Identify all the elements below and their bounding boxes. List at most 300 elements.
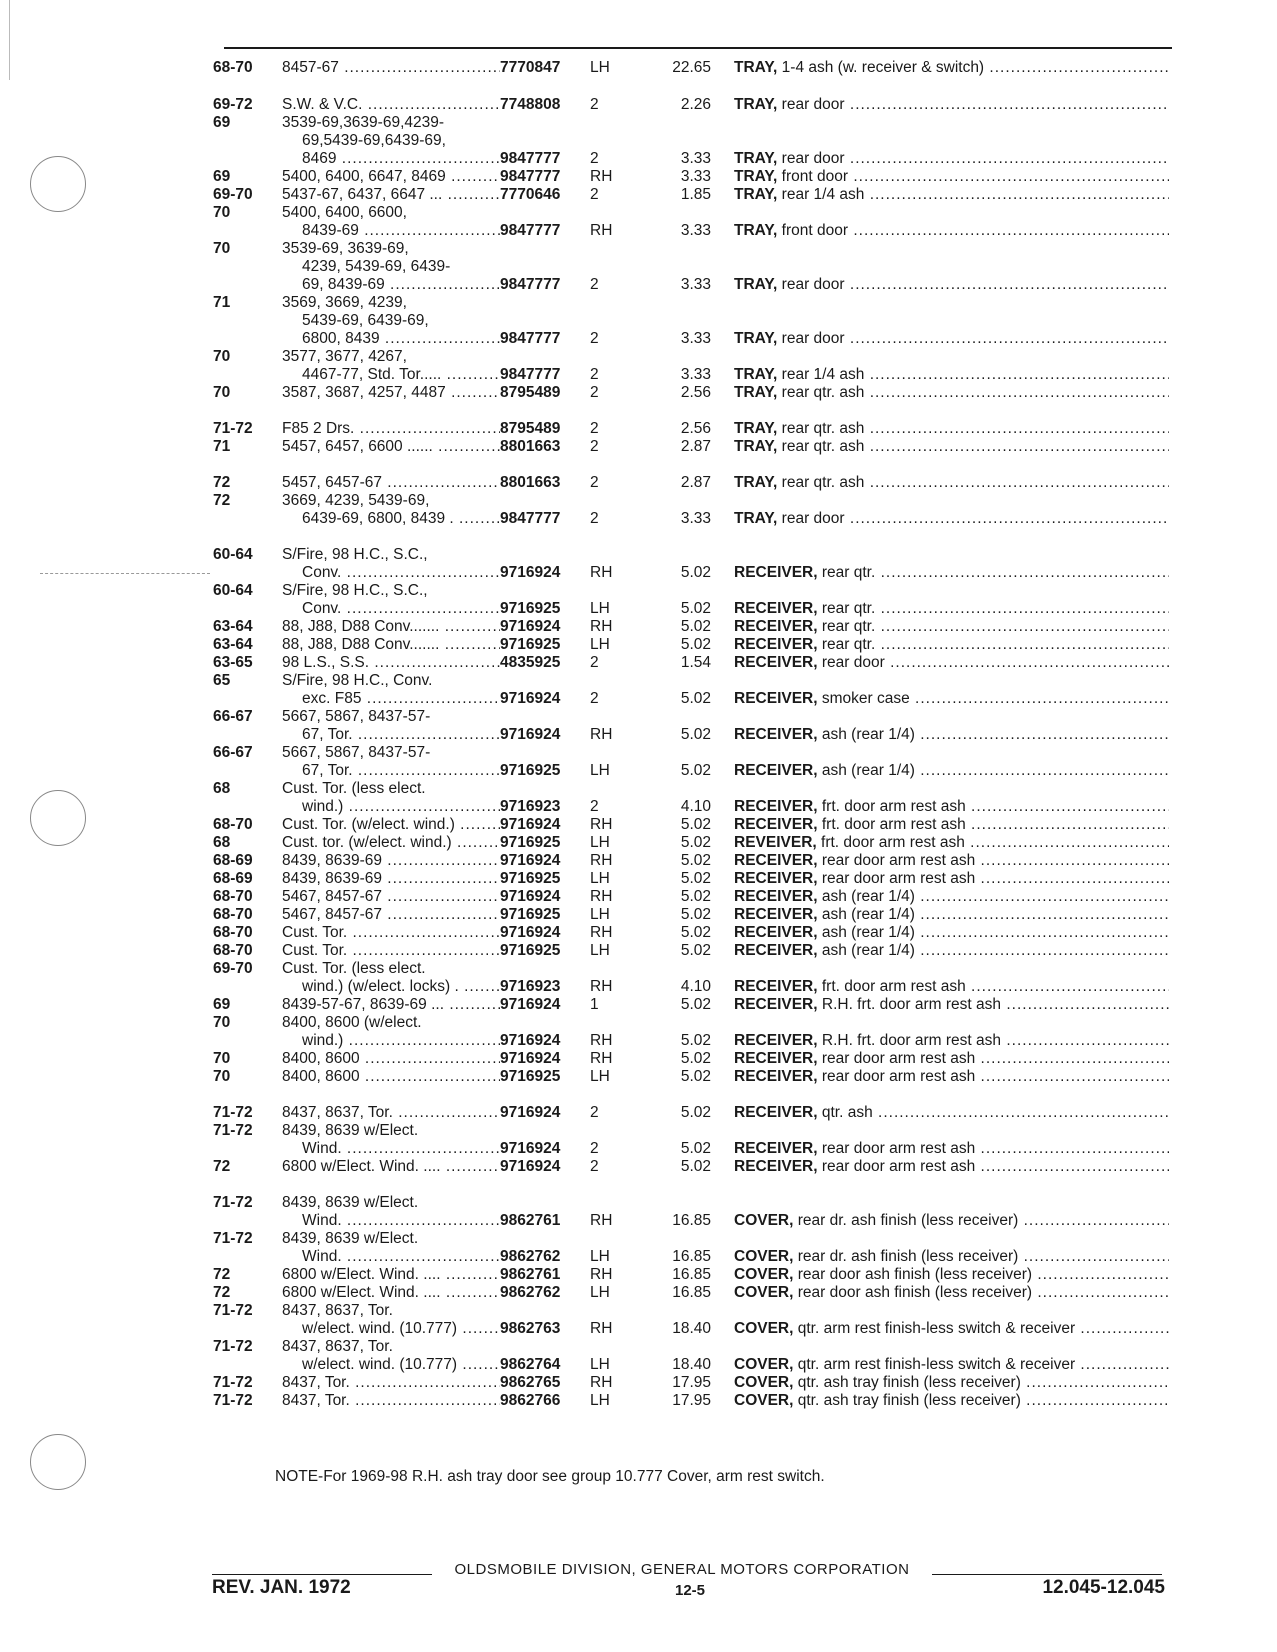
description-name: RECEIVER, (734, 762, 818, 779)
description-detail: rear door (781, 150, 845, 167)
model-codes (282, 383, 500, 402)
model-text: w/elect. wind. (10.777) (302, 1320, 458, 1337)
description-name: COVER, (734, 1212, 794, 1229)
part-number: 8801663 (500, 438, 561, 455)
quantity: 2 (590, 384, 599, 401)
description-name: RECEIVER, (734, 654, 818, 671)
description-name: RECEIVER, (734, 690, 818, 707)
description-detail: rear qtr. (821, 618, 876, 635)
model-text: Cust. Tor. (less elect. (282, 780, 426, 797)
description (734, 1103, 1169, 1122)
description-detail: rear 1/4 ash (781, 186, 865, 203)
description-detail: rear qtr. (821, 600, 876, 617)
description (734, 95, 1169, 114)
model-codes (282, 1355, 500, 1374)
price: 3.33 (680, 222, 711, 239)
description-name: RECEIVER, (734, 564, 818, 581)
model-codes (282, 365, 500, 384)
model-text: 8437, 8637, Tor. (282, 1302, 393, 1319)
model-year: 71-72 (213, 1392, 253, 1409)
description (734, 563, 1169, 582)
description (734, 851, 1169, 870)
part-number: 9716924 (500, 618, 561, 635)
quantity: RH (590, 222, 613, 239)
description (734, 275, 1169, 294)
price: 17.95 (672, 1374, 711, 1391)
description-name: REVEIVER, (734, 834, 817, 851)
model-text: 8457-67 (282, 59, 339, 76)
model-text: 5467, 8457-67 (282, 906, 382, 923)
model-text: 8439, 8639 w/Elect. (282, 1122, 419, 1139)
model-text: 88, J88, D88 Conv....... (282, 636, 440, 653)
model-codes (282, 545, 500, 564)
part-number: 9716924 (500, 924, 561, 941)
price: 5.02 (680, 816, 711, 833)
model-text: 8400, 8600 (282, 1068, 360, 1085)
description-name: RECEIVER, (734, 798, 818, 815)
part-number: 9716924 (500, 1050, 561, 1067)
description-detail: qtr. arm rest finish-less switch & receiver (797, 1320, 1076, 1337)
model-text: S/Fire, 98 H.C., S.C., (282, 546, 428, 563)
quantity: RH (590, 726, 613, 743)
model-text: 6439-69, 6800, 8439 . (302, 510, 454, 527)
description (734, 473, 1169, 492)
description-name: COVER, (734, 1374, 794, 1391)
model-text: 8439, 8639 w/Elect. (282, 1230, 419, 1247)
model-codes (282, 725, 500, 744)
description (734, 923, 1169, 942)
description (734, 419, 1169, 438)
model-text: 3669, 4239, 5439-69, (282, 492, 430, 509)
model-text: 8437, Tor. (282, 1374, 350, 1391)
part-number: 9716924 (500, 1158, 561, 1175)
part-number: 9716925 (500, 942, 561, 959)
description (734, 1049, 1169, 1068)
model-text: 4239, 5439-69, 6439- (302, 258, 451, 275)
model-codes (282, 1283, 500, 1302)
model-year: 68-69 (213, 870, 253, 887)
model-codes (282, 329, 500, 348)
price: 5.02 (680, 1050, 711, 1067)
model-year: 60-64 (213, 546, 253, 563)
model-text: 8400, 8600 (w/elect. (282, 1014, 422, 1031)
model-year: 70 (213, 1050, 231, 1067)
quantity: RH (590, 978, 613, 995)
model-year: 68-70 (213, 942, 253, 959)
model-year: 71-72 (213, 1194, 253, 1211)
description-name: RECEIVER, (734, 906, 818, 923)
price: 5.02 (680, 870, 711, 887)
model-year: 71-72 (213, 1230, 253, 1247)
price: 5.02 (680, 1032, 711, 1049)
model-text: 5457, 6457-67 (282, 474, 382, 491)
model-codes (282, 743, 500, 762)
description-name: RECEIVER, (734, 924, 818, 941)
description-detail: rear dr. ash finish (less receiver) (797, 1248, 1019, 1265)
model-text: Conv. (302, 564, 342, 581)
quantity: RH (590, 816, 613, 833)
model-text: 3577, 3677, 4267, (282, 348, 407, 365)
part-number: 9847777 (500, 366, 561, 383)
part-number: 8795489 (500, 420, 561, 437)
model-text: Cust. Tor. (282, 942, 348, 959)
description-name: TRAY, (734, 384, 778, 401)
model-year: 68 (213, 834, 231, 851)
quantity: LH (590, 942, 610, 959)
description (734, 1157, 1169, 1176)
description-detail: rear door arm rest ash (821, 1140, 976, 1157)
description (734, 221, 1169, 240)
description-name: RECEIVER, (734, 1158, 818, 1175)
model-text: Wind. (302, 1140, 342, 1157)
price: 5.02 (680, 834, 711, 851)
model-codes (282, 1373, 500, 1392)
quantity: LH (590, 1284, 610, 1301)
model-codes (282, 689, 500, 708)
part-number: 8801663 (500, 474, 561, 491)
model-text: 3569, 3669, 4239, (282, 294, 407, 311)
scan-dash (40, 573, 210, 574)
part-number: 9716924 (500, 888, 561, 905)
model-year: 71-72 (213, 1338, 253, 1355)
description-detail: 1-4 ash (w. receiver & switch) (781, 59, 985, 76)
quantity: 2 (590, 96, 599, 113)
description-name: RECEIVER, (734, 600, 818, 617)
description (734, 167, 1169, 186)
quantity: RH (590, 1050, 613, 1067)
model-year: 66-67 (213, 708, 253, 725)
description-detail: ash (rear 1/4) (821, 906, 915, 923)
price: 4.10 (680, 798, 711, 815)
description (734, 1283, 1169, 1302)
quantity: 2 (590, 474, 599, 491)
description-detail: qtr. arm rest finish-less switch & receiver (797, 1356, 1076, 1373)
price: 5.02 (680, 726, 711, 743)
model-codes (282, 311, 500, 330)
model-year: 68-70 (213, 924, 253, 941)
quantity: 2 (590, 150, 599, 167)
model-codes (282, 167, 500, 186)
price: 5.02 (680, 888, 711, 905)
quantity: 2 (590, 690, 599, 707)
price: 16.85 (672, 1266, 711, 1283)
price: 3.33 (680, 510, 711, 527)
model-text: 5400, 6400, 6600, (282, 204, 407, 221)
model-codes (282, 239, 500, 258)
price: 1.85 (680, 186, 711, 203)
part-number: 9716925 (500, 636, 561, 653)
model-codes (282, 779, 500, 798)
model-text: 8439-57-67, 8639-69 ... (282, 996, 445, 1013)
description-detail: rear door arm rest ash (821, 1050, 976, 1067)
description-name: RECEIVER, (734, 996, 818, 1013)
description-detail: front door (781, 222, 849, 239)
model-year: 71-72 (213, 1302, 253, 1319)
model-text: 3587, 3687, 4257, 4487 (282, 384, 446, 401)
model-text: exc. F85 (302, 690, 362, 707)
description-name: RECEIVER, (734, 1068, 818, 1085)
page-edge (9, 0, 10, 80)
model-text: 8439-69 (302, 222, 359, 239)
model-year: 69 (213, 996, 231, 1013)
model-text: S/Fire, 98 H.C., Conv. (282, 672, 433, 689)
part-number: 9716924 (500, 852, 561, 869)
description-name: COVER, (734, 1392, 794, 1409)
description (734, 1067, 1169, 1086)
model-year: 72 (213, 474, 231, 491)
model-year: 66-67 (213, 744, 253, 761)
quantity: 2 (590, 510, 599, 527)
part-number: 9716923 (500, 798, 561, 815)
part-number: 9716925 (500, 834, 561, 851)
price: 5.02 (680, 618, 711, 635)
part-number: 9847777 (500, 168, 561, 185)
model-text: 8400, 8600 (282, 1050, 360, 1067)
description (734, 1265, 1169, 1284)
model-text: S.W. & V.C. (282, 96, 363, 113)
price: 5.02 (680, 1104, 711, 1121)
model-codes (282, 941, 500, 960)
model-codes (282, 563, 500, 582)
part-number: 9716925 (500, 1068, 561, 1085)
model-codes (282, 58, 500, 77)
model-text: 8439, 8639-69 (282, 870, 382, 887)
model-codes (282, 1301, 500, 1320)
model-codes (282, 635, 500, 654)
footer-rule (212, 1574, 432, 1575)
model-year: 70 (213, 204, 231, 221)
quantity: LH (590, 59, 610, 76)
model-year: 69-70 (213, 186, 253, 203)
model-text: 6800 w/Elect. Wind. .... (282, 1266, 441, 1283)
quantity: RH (590, 1266, 613, 1283)
description (734, 1247, 1169, 1266)
model-text: 5400, 6400, 6647, 8469 (282, 168, 446, 185)
description (734, 617, 1169, 636)
model-codes (282, 761, 500, 780)
price: 5.02 (680, 564, 711, 581)
model-year: 69-72 (213, 96, 253, 113)
note: NOTE-For 1969-98 R.H. ash tray door see group 10.777 Cover, arm rest switch. (275, 1468, 825, 1485)
model-year: 63-65 (213, 654, 253, 671)
quantity: 2 (590, 186, 599, 203)
price: 5.02 (680, 924, 711, 941)
description (734, 1319, 1169, 1338)
model-text: 67, Tor. (302, 762, 353, 779)
description (734, 725, 1169, 744)
model-year: 71-72 (213, 1104, 253, 1121)
price: 3.33 (680, 168, 711, 185)
model-codes (282, 509, 500, 528)
description (734, 185, 1169, 204)
quantity: 2 (590, 330, 599, 347)
description (734, 833, 1169, 852)
model-codes (282, 905, 500, 924)
price: 4.10 (680, 978, 711, 995)
part-number: 9862765 (500, 1374, 561, 1391)
price: 5.02 (680, 690, 711, 707)
part-number: 9716924 (500, 996, 561, 1013)
part-number: 9862766 (500, 1392, 561, 1409)
model-codes (282, 1265, 500, 1284)
description-detail: rear door (781, 330, 845, 347)
model-year: 68-69 (213, 852, 253, 869)
model-codes (282, 293, 500, 312)
model-codes (282, 1211, 500, 1230)
description (734, 1031, 1169, 1050)
description-detail: qtr. ash tray finish (less receiver) (797, 1374, 1021, 1391)
quantity: LH (590, 1356, 610, 1373)
part-number: 9862762 (500, 1248, 561, 1265)
description-name: RECEIVER, (734, 942, 818, 959)
description (734, 815, 1169, 834)
model-codes (282, 887, 500, 906)
price: 16.85 (672, 1248, 711, 1265)
price: 2.87 (680, 474, 711, 491)
description-detail: frt. door arm rest ash (821, 798, 966, 815)
description (734, 1139, 1169, 1158)
model-codes (282, 671, 500, 690)
model-text: 67, Tor. (302, 726, 353, 743)
price: 18.40 (672, 1320, 711, 1337)
model-codes (282, 1031, 500, 1050)
model-text: 6800 w/Elect. Wind. .... (282, 1158, 441, 1175)
model-text: Wind. (302, 1248, 342, 1265)
quantity: 2 (590, 1158, 599, 1175)
description (734, 995, 1169, 1014)
part-number: 9847777 (500, 276, 561, 293)
model-text: S/Fire, 98 H.C., S.C., (282, 582, 428, 599)
footer-corporation: OLDSMOBILE DIVISION, GENERAL MOTORS CORPORATION (454, 1561, 910, 1578)
model-codes (282, 959, 500, 978)
description (734, 905, 1169, 924)
description (734, 365, 1169, 384)
description (734, 635, 1169, 654)
model-codes (282, 203, 500, 222)
description-detail: rear qtr. (821, 636, 876, 653)
model-codes (282, 1391, 500, 1410)
description-detail: front door (781, 168, 849, 185)
quantity: RH (590, 1032, 613, 1049)
model-codes (282, 1247, 500, 1266)
footer-group-number: 12.045-12.045 (1042, 1577, 1165, 1598)
description-name: RECEIVER, (734, 1050, 818, 1067)
model-codes (282, 1121, 500, 1140)
description-detail: smoker case (821, 690, 910, 707)
description-name: RECEIVER, (734, 726, 818, 743)
description-detail: rear dr. ash finish (less receiver) (797, 1212, 1019, 1229)
description-name: TRAY, (734, 474, 778, 491)
description-detail: rear door arm rest ash (821, 1158, 976, 1175)
model-codes (282, 1049, 500, 1068)
model-year: 68-70 (213, 906, 253, 923)
description-name: TRAY, (734, 59, 778, 76)
part-number: 9847777 (500, 150, 561, 167)
model-text: 5667, 5867, 8437-57- (282, 708, 431, 725)
model-year: 72 (213, 492, 231, 509)
description (734, 977, 1169, 996)
description-detail: rear door arm rest ash (821, 1068, 976, 1085)
price: 3.33 (680, 330, 711, 347)
description (734, 869, 1169, 888)
part-number: 9716924 (500, 816, 561, 833)
model-text: 8437, Tor. (282, 1392, 350, 1409)
model-text: 5667, 5867, 8437-57- (282, 744, 431, 761)
price: 5.02 (680, 852, 711, 869)
price: 3.33 (680, 150, 711, 167)
model-year: 68-70 (213, 59, 253, 76)
model-text: 6800, 8439 (302, 330, 380, 347)
model-codes (282, 149, 500, 168)
model-year: 70 (213, 240, 231, 257)
price: 2.56 (680, 420, 711, 437)
description-name: TRAY, (734, 186, 778, 203)
description-name: RECEIVER, (734, 1104, 818, 1121)
quantity: LH (590, 834, 610, 851)
model-text: Cust. Tor. (less elect. (282, 960, 426, 977)
top-rule (224, 47, 1172, 49)
model-codes (282, 599, 500, 618)
part-number: 9862762 (500, 1284, 561, 1301)
model-codes (282, 1319, 500, 1338)
description-detail: rear door arm rest ash (821, 852, 976, 869)
quantity: LH (590, 600, 610, 617)
model-text: 4467-77, Std. Tor..... (302, 366, 442, 383)
price: 5.02 (680, 996, 711, 1013)
description-name: RECEIVER, (734, 888, 818, 905)
description (734, 509, 1169, 528)
model-text: 98 L.S., S.S. (282, 654, 370, 671)
model-codes (282, 473, 500, 492)
description-detail: ash (rear 1/4) (821, 942, 915, 959)
price: 17.95 (672, 1392, 711, 1409)
price: 5.02 (680, 942, 711, 959)
model-text: 8437, 8637, Tor. (282, 1104, 393, 1121)
model-text: 3539-69, 3639-69, (282, 240, 409, 257)
model-codes (282, 1157, 500, 1176)
description-name: RECEIVER, (734, 636, 818, 653)
price: 5.02 (680, 906, 711, 923)
model-year: 63-64 (213, 618, 253, 635)
part-number: 9847777 (500, 510, 561, 527)
description-detail: rear qtr. ash (781, 474, 865, 491)
model-text: Cust. Tor. (w/elect. wind.) (282, 816, 455, 833)
model-codes (282, 617, 500, 636)
model-text: Cust. tor. (w/elect. wind.) (282, 834, 452, 851)
model-codes (282, 1139, 500, 1158)
model-text: wind.) (302, 798, 344, 815)
description (734, 887, 1169, 906)
description-detail: R.H. frt. door arm rest ash (821, 1032, 1002, 1049)
model-year: 70 (213, 1014, 231, 1031)
description-detail: qtr. ash tray finish (less receiver) (797, 1392, 1021, 1409)
model-codes (282, 1337, 500, 1356)
footer-revision: REV. JAN. 1972 (212, 1577, 351, 1598)
description-detail: ash (rear 1/4) (821, 762, 915, 779)
quantity: LH (590, 762, 610, 779)
model-year: 70 (213, 348, 231, 365)
description-name: TRAY, (734, 330, 778, 347)
model-codes (282, 869, 500, 888)
description-detail: R.H. frt. door arm rest ash (821, 996, 1002, 1013)
model-text: w/elect. wind. (10.777) (302, 1356, 458, 1373)
description-detail: qtr. ash (821, 1104, 873, 1121)
model-year: 69 (213, 168, 231, 185)
quantity: RH (590, 924, 613, 941)
description (734, 1373, 1169, 1392)
model-text: 8439, 8639-69 (282, 852, 382, 869)
model-text: Wind. (302, 1212, 342, 1229)
